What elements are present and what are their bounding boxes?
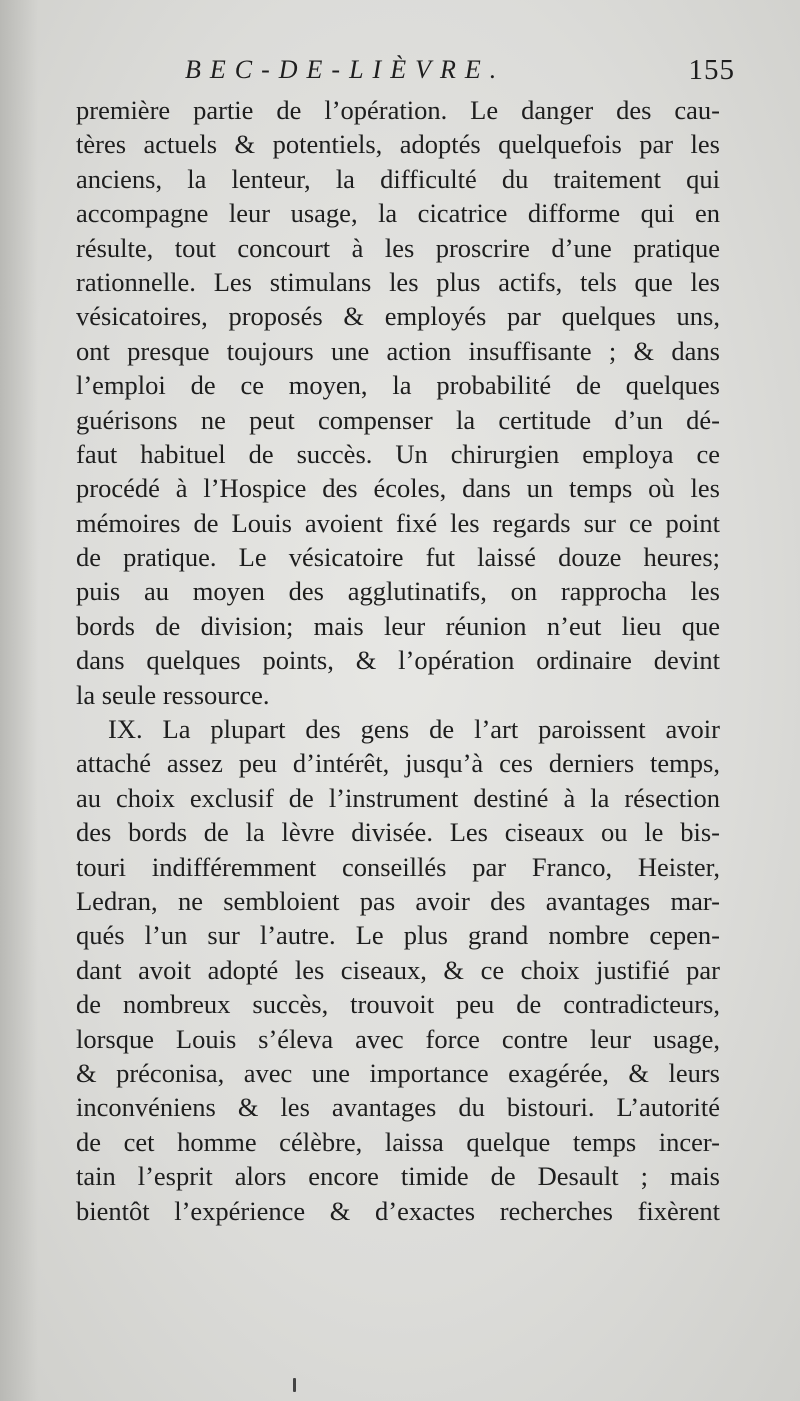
text-line: Ledran, ne sembloient pas avoir des avantages mar-: [76, 885, 720, 916]
page-number: 155: [688, 54, 735, 86]
text-line: l’emploi de ce moyen, la probabilité de quelques: [76, 370, 720, 401]
text-line: guérisons ne peut compenser la certitude d’un dé-: [76, 404, 720, 435]
text-line: de nombreux succès, trouvoit peu de contradicteurs,: [76, 989, 720, 1020]
gutter-shadow: [0, 0, 38, 1401]
ink-mark: [293, 1378, 296, 1392]
text-line: dant avoit adopté les ciseaux, & ce choix justifié par: [76, 954, 720, 985]
text-line: ont presque toujours une action insuffisante ; & dans: [76, 335, 720, 366]
text-line: au choix exclusif de l’instrument destiné à la résection: [76, 782, 720, 813]
text-line: & préconisa, avec une importance exagérée, & leurs: [76, 1057, 720, 1088]
text-line: vésicatoires, proposés & employés par quelques uns,: [76, 301, 720, 332]
text-line: rationnelle. Les stimulans les plus actifs, tels que les: [76, 266, 720, 297]
text-line: inconvéniens & les avantages du bistouri. L’autorité: [76, 1092, 720, 1123]
running-title: BEC-DE-LIÈVRE.: [185, 55, 506, 84]
text-line: anciens, la lenteur, la difficulté du traitement qui: [76, 163, 720, 194]
text-line: bords de division; mais leur réunion n’eut lieu que: [76, 610, 720, 641]
text-line: résulte, tout concourt à les proscrire d’une pratique: [76, 232, 720, 263]
text-line: dans quelques points, & l’opération ordinaire devint: [76, 645, 720, 676]
text-line: mémoires de Louis avoient fixé les regards sur ce point: [76, 507, 720, 538]
text-line: puis au moyen des agglutinatifs, on rapprocha les: [76, 576, 720, 607]
text-line: IX. La plupart des gens de l’art paroissent avoir: [108, 714, 720, 745]
text-line: faut habituel de succès. Un chirurgien employa ce: [76, 438, 720, 469]
body-text: [76, 93, 720, 1228]
text-line: première partie de l’opération. Le danger des cau-: [76, 95, 720, 125]
text-line: tain l’esprit alors encore timide de Desault ; mais: [76, 1161, 720, 1192]
text-line: tères actuels & potentiels, adoptés quelquefois par les: [76, 129, 720, 160]
text-line: lorsque Louis s’éleva avec force contre leur usage,: [76, 1023, 720, 1054]
text-line: de pratique. Le vésicatoire fut laissé douze heures;: [76, 542, 720, 573]
text-line: accompagne leur usage, la cicatrice difforme qui en: [76, 198, 720, 229]
text-line: la seule ressource.: [76, 679, 270, 710]
text-line: de cet homme célèbre, laissa quelque temps incer-: [76, 1126, 720, 1157]
text-line: procédé à l’Hospice des écoles, dans un temps où les: [76, 473, 720, 504]
page-header: [185, 50, 735, 90]
text-line: touri indifféremment conseillés par Franco, Heister,: [76, 851, 720, 882]
text-line: des bords de la lèvre divisée. Les ciseaux ou le bis-: [76, 817, 720, 848]
text-line: bientôt l’expérience & d’exactes recherches fixèrent: [76, 1195, 720, 1226]
text-line: attaché assez peu d’intérêt, jusqu’à ces derniers temps,: [76, 748, 720, 779]
text-line: qués l’un sur l’autre. Le plus grand nombre cepen-: [76, 920, 720, 951]
